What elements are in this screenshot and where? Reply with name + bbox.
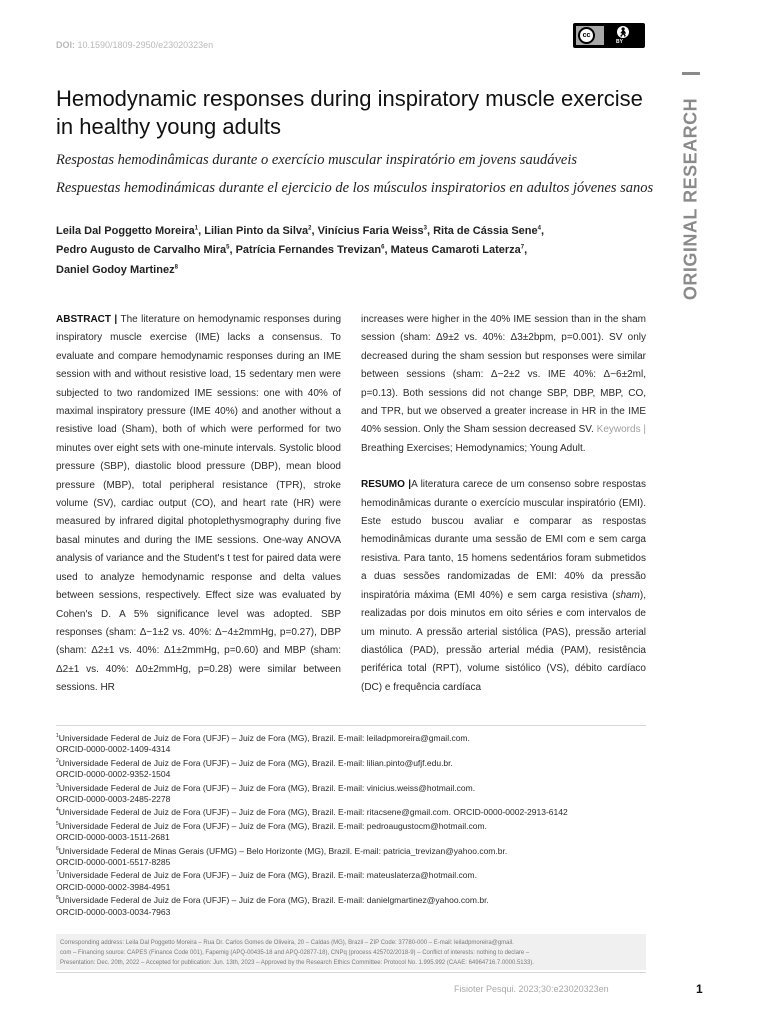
abstract-right-column: [361, 311, 646, 697]
cc-icon: cc: [578, 27, 595, 44]
doi-value: 10.1590/1809-2950/e23020323en: [77, 40, 214, 50]
affiliation: $^5$Universidade Federal de Juiz de Fora (UFJF) – Juiz de Fora (MG), Brazil. E-mail: pedroaugustocm@hotmail.com.: [56, 820, 487, 831]
resumo-label: RESUMO |: [361, 479, 412, 491]
abstract-text: The literature on hemodynamic responses during inspiratory muscle exercise (IME) lacks a consensus. To evaluate and compare hemodynamic responses during an IME session with and without resistive load, 15 sedentary men were subjected to two randomized IME sessions: one with 40% of maximal inspiratory pressure (IME 40%) and another without a resistive load (Sham), both of which were performed for two minutes over eight sets with one-minute intervals. Systolic blood pressure (SBP), diastolic blood pressure (DBP), mean blood pressure (MBP), total peripheral resistance (TPR), stroke volume (SV), cardiac output (CO), and heart rate (HR) were measured by infrared digital photoplethysmography during five basal minutes and during the IME sessions. One-way ANOVA analysis of variance and the Student's t test for paired data were used to analyze hemodynamic response and delta values between sessions, respectively. Effect size was evaluated by Cohen's D. A 5% significance level was adopted. SBP responses (sham: Δ−1±2 vs. 40%: Δ−4±2mmHg, p=0.27), DBP (sham: Δ2±1 vs. 40%: Δ1±2mmHg, p=0.60) and MBP (sham: Δ2±1 vs. 40%: Δ0±2mmHg, p=0.28) were similar between sessions. HR: [56, 314, 341, 694]
author: Patrícia Fernandes Trevizan$^6$,: [235, 244, 391, 257]
author-list: [56, 220, 646, 279]
journal-citation: Fisioter Pesqui. 2023;30:e23020323en: [454, 984, 609, 994]
author: Leila Dal Poggetto Moreira$^1$,: [56, 224, 205, 237]
affiliations: [56, 731, 656, 918]
doi-label: DOI:: [56, 40, 75, 50]
affiliation: $^4$Universidade Federal de Juiz de Fora (UFJF) – Juiz de Fora (MG), Brazil. E-mail: ritacsene@gmail.com. ORCID-0000-0002-2913-6142: [56, 807, 568, 818]
resumo-text: A literatura carece de um consenso sobre respostas hemodinâmicas durante o exercício muscular inspiratório (EMI). Este estudo buscou avaliar e comparar as respostas hemodinâmicas durante uma sessão de EMI com e sem carga resistiva. Para tanto, 15 homens sedentários foram submetidos a duas sessões randomizadas de EMI: 40% da pressão inspiratória máxima (EMI 40%) e sem carga resistiva (: [361, 479, 646, 601]
affiliation: $^7$Universidade Federal de Juiz de Fora (UFJF) – Juiz de Fora (MG), Brazil. E-mail: mateuslaterza@hotmail.com.: [56, 870, 477, 881]
author: Mateus Camaroti Laterza$^7$,: [390, 244, 528, 257]
abstract-text-continued: increases were higher in the 40% IME session than in the sham session (sham: Δ9±2 vs. 40%: Δ3±2bpm, p=0.001). SV only decreased during the sham session but responses were similar between sessions (sham: Δ−2±2 vs. IME 40%: Δ−6±2ml, p=0.13). Both sessions did not change SBP, DBP, MBP, CO, and TPR, but we observed a greater increase in HR in the IME 40% session. Only the Sham session decreased SV.: [361, 314, 646, 436]
license-by-label: BY: [616, 39, 623, 45]
affiliation-orcid: ORCID-0000-0002-1409-4314: [56, 744, 171, 755]
keywords-label: Keywords |: [596, 424, 646, 436]
affiliation-orcid: ORCID-0000-0001-5517-8285: [56, 856, 171, 867]
affiliation: $^6$Universidade Federal de Minas Gerais (UFMG) – Belo Horizonte (MG), Brazil. E-mail: patricia_trevizan@yahoo.com.br.: [56, 845, 508, 856]
affiliation: $^8$Universidade Federal de Juiz de Fora (UFJF) – Juiz de Fora (MG), Brazil. E-mail: danielgmartinez@yahoo.com.br.: [56, 895, 489, 906]
author: Vinícius Faria Weiss$^3$,: [317, 224, 434, 237]
affiliation: $^1$Universidade Federal de Juiz de Fora (UFJF) – Juiz de Fora (MG), Brazil. E-mail: leiladpmoreira@gmail.com.: [56, 732, 470, 743]
correspondence-line: Corresponding address: Leila Dal Poggetto Moreira – Rua Dr. Carlos Gomes de Oliveira, 20 – Caldas (MG), Brazil – ZIP Code: 37780-000 – E-mail: leiladpmoreira@gmail.: [60, 940, 514, 946]
section-label-bar: [682, 72, 700, 75]
keywords: Breathing Exercises; Hemodynamics; Young Adult.: [361, 442, 586, 454]
affiliation-orcid: ORCID-0000-0003-0034-7963: [56, 906, 171, 917]
affiliation-orcid: ORCID-0000-0002-3984-4951: [56, 881, 171, 892]
resumo-text-end: ), realizadas por dois minutos em oito séries e com intervalos de um minuto. A pressão arterial sistólica (PAS), pressão arterial diastólica (PAD), pressão arterial média (PAM), resistência periférica total (RPT), volume sistólico (VS), débito cardíaco (DC) e frequência cardíaca: [361, 589, 646, 693]
abstract-left-column: [56, 311, 341, 698]
cc-by-license-badge[interactable]: [573, 23, 645, 48]
affiliation: $^3$Universidade Federal de Juiz de Fora (UFJF) – Juiz de Fora (MG), Brazil. E-mail: vinicius.weiss@hotmail.com.: [56, 782, 476, 793]
affiliation-orcid: ORCID-0000-0003-1511-2681: [56, 832, 170, 843]
affiliation-orcid: ORCID-0000-0002-9352-1504: [56, 769, 171, 780]
correspondence-line: Presentation: Dec. 20th, 2022 – Accepted for publication: Jun. 13th, 2023 – Approved by the Research Ethics Committee: Protocol No. 1.995.992 (CAAE: 64964716.7.0000.5133).: [60, 960, 534, 966]
author: Rita de Cássia Sene$^4$,: [433, 224, 545, 237]
subtitle-spanish: Respuestas hemodinámicas durante el ejercicio de los músculos inspiratorios en adultos jóvenes sanos: [56, 180, 654, 196]
doi: [56, 40, 213, 50]
section-label-text: ORIGINAL RESEARCH: [680, 97, 701, 301]
correspondence-line: com – Financing source: CAPES (Finance Code 001), Fapemig (APQ-00435-18 and APQ-02877-18), CNPq (process 425702/2018-9) – Conflict of interests: nothing to declare –: [60, 950, 530, 956]
article-title: Hemodynamic responses during inspiratory muscle exercise in healthy young adults: [56, 86, 643, 139]
divider: [56, 725, 646, 726]
author: Daniel Godoy Martinez$^8$: [56, 263, 178, 276]
abstract-label: ABSTRACT |: [56, 314, 118, 325]
correspondence-box: [56, 934, 646, 970]
page-number: 1: [696, 982, 703, 996]
author: Lilian Pinto da Silva$^2$,: [204, 224, 318, 237]
license-by-panel: [604, 24, 644, 47]
section-label: [680, 72, 701, 301]
affiliation-orcid: ORCID-0000-0003-2485-2278: [56, 793, 171, 804]
author: Pedro Augusto de Carvalho Mira$^5$,: [56, 244, 236, 257]
affiliation: $^2$Universidade Federal de Juiz de Fora (UFJF) – Juiz de Fora (MG), Brazil. E-mail: lilian.pinto@ufjf.edu.br.: [56, 757, 453, 768]
resumo-sham: sham: [615, 589, 640, 601]
subtitle-portuguese: Respostas hemodinâmicas durante o exercício muscular inspiratório em jovens saudáveis: [56, 152, 577, 168]
footer-divider: [56, 972, 646, 973]
attribution-person-icon: 🚶︎: [617, 27, 629, 37]
